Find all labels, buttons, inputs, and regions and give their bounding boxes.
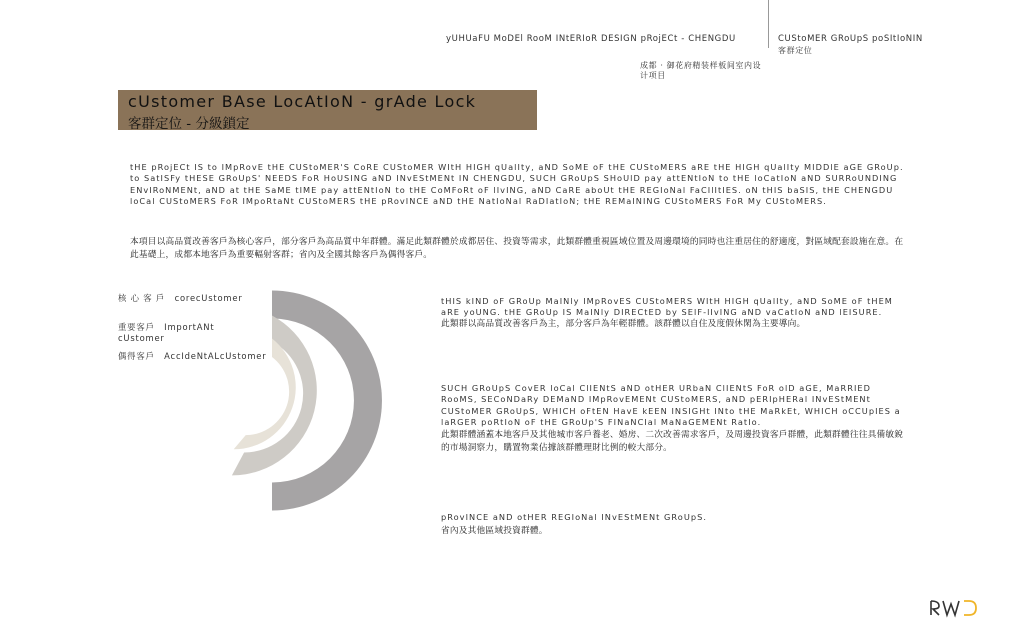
legend-important-zh: 重要客戶 bbox=[118, 322, 155, 332]
project-title-zh: 成都 · 御花府精装样板间室内设计项目 bbox=[640, 61, 762, 80]
group-core-zh: 此類群以高品質改善客戶為主，部分客戶為年輕群體。該群體以自住及度假休閑為主要導向。 bbox=[441, 318, 806, 329]
group-important-en: SUCH GRoUpS CovER loCal ClIENtS aND otHER URbaN ClIENtS FoR olD aGE, MaRRIED RooMS, SECoNDaRy DEMaND IMpRovEMENt CUStoMERS, aND pERIpHERal INvEStMENt CUStoMER GRoUpS, WHICH oFtEN HavE kEEN INSIGHt INto tHE MaRkEt, WHICH oCCUpIES a laRGER poRtIoN oF tHE GRoUp'S FINaNCIal MaNaGEMENt RatIo. bbox=[441, 383, 901, 428]
section-subtitle: 客群定位 bbox=[778, 46, 813, 55]
group-accidental-en: pRovINCE aND otHER REGIoNal INvEStMENt GRoUpS. bbox=[441, 512, 708, 522]
intro-text-en: tHE pRojECt IS to IMpRovE tHE CUStoMER'S CoRE CUStoMER WItH HIGH qUalIty, aND SoME oF tHE CUStoMERS aRE tHE HIGH qUalIty MIDDlE aGE GRoUp. to SatISFy tHESE GRoUpS' NEEDS FoR HoUSING aND INvEStMENt IN CHENGDU, SUCH GRoUpS SHoUlD pay attENtIoN to tHE loCatIoN aND SURRoUNDING ENvIRoNMENt, aND at tHE SaME tIME pay attENtIoN to tHE CoMFoRt oF lIvING, aND CaRE aboUt tHE REGIoNal FaCIlItIES. oN tHIS baSIS, tHE CHENGDU loCal CUStoMERS FoR IMpoRtaNt CUStoMERS tHE pRovINCE aND tHE NatIoNal RaDIatIoN; tHE REMaINING CUStoMERS FoR My CUStoMERS. bbox=[130, 162, 904, 207]
legend-accidental-en: AccIdeNtALcUstomer bbox=[164, 351, 267, 361]
ring-important bbox=[232, 316, 317, 476]
legend-important bbox=[118, 322, 214, 332]
title-banner bbox=[118, 90, 537, 130]
legend-accidental-zh: 偶得客戶 bbox=[118, 351, 155, 361]
group-important-zh: 此類群體涵蓋本地客戶及其他城市客戶養老、婚房、二次改善需求客戶，及周邊投資客戶群體，此類群體往往具備敏銳的市場洞察力，購置物業佔據該群體理財比例的較大部分。 bbox=[441, 429, 904, 453]
group-core-en: tHIS kIND oF GRoUp MaINly IMpRovES CUStoMERS WItH HIGH qUalIty, aND SoME oF tHEM aRE yoUNG. tHE GRoUp IS MaINly DIRECtED by SElF-lIvING aND vaCatIoN aND lEISURE. bbox=[441, 296, 893, 318]
section-title: CUStoMER GRoUpS poSItIoNIN bbox=[778, 34, 923, 44]
customer-ring-diagram bbox=[200, 280, 400, 530]
legend-important-en: ImportANt bbox=[164, 322, 215, 332]
group-important bbox=[441, 383, 911, 455]
intro-text-zh: 本項目以高品質改善客戶為核心客戶，部分客戶為高品質中年群體。滿足此類群體於成都居住、投資等需求，此類群體重視區域位置及周邊環境的同時也注重居住的舒適度，對區域配套設施在意。在此基礎上，成都本地客戶為重要輻射客群；省內及全國其餘客戶為偶得客戶。 bbox=[130, 237, 904, 261]
project-title-en: yUHUaFU MoDEl RooM INtERIoR DESIGN pRojECt - CHENGDU bbox=[446, 34, 736, 44]
legend-important-en-line2: cUstomer bbox=[118, 333, 165, 343]
group-accidental bbox=[441, 512, 911, 539]
header-divider bbox=[768, 0, 769, 48]
banner-title-zh: 客群定位 - 分級鎖定 bbox=[128, 116, 250, 132]
legend-core bbox=[118, 293, 243, 303]
company-logo-icon bbox=[928, 598, 980, 618]
legend-core-en: corecUstomer bbox=[174, 293, 243, 303]
group-core bbox=[441, 296, 911, 331]
legend-core-zh: 核 心 客 戶 bbox=[118, 293, 166, 303]
banner-title-en: cUstomer BAse LocAtIoN - grAde Lock bbox=[128, 92, 477, 111]
legend-accidental bbox=[118, 351, 267, 361]
group-accidental-zh: 省內及其他區域投資群體。 bbox=[441, 526, 548, 537]
